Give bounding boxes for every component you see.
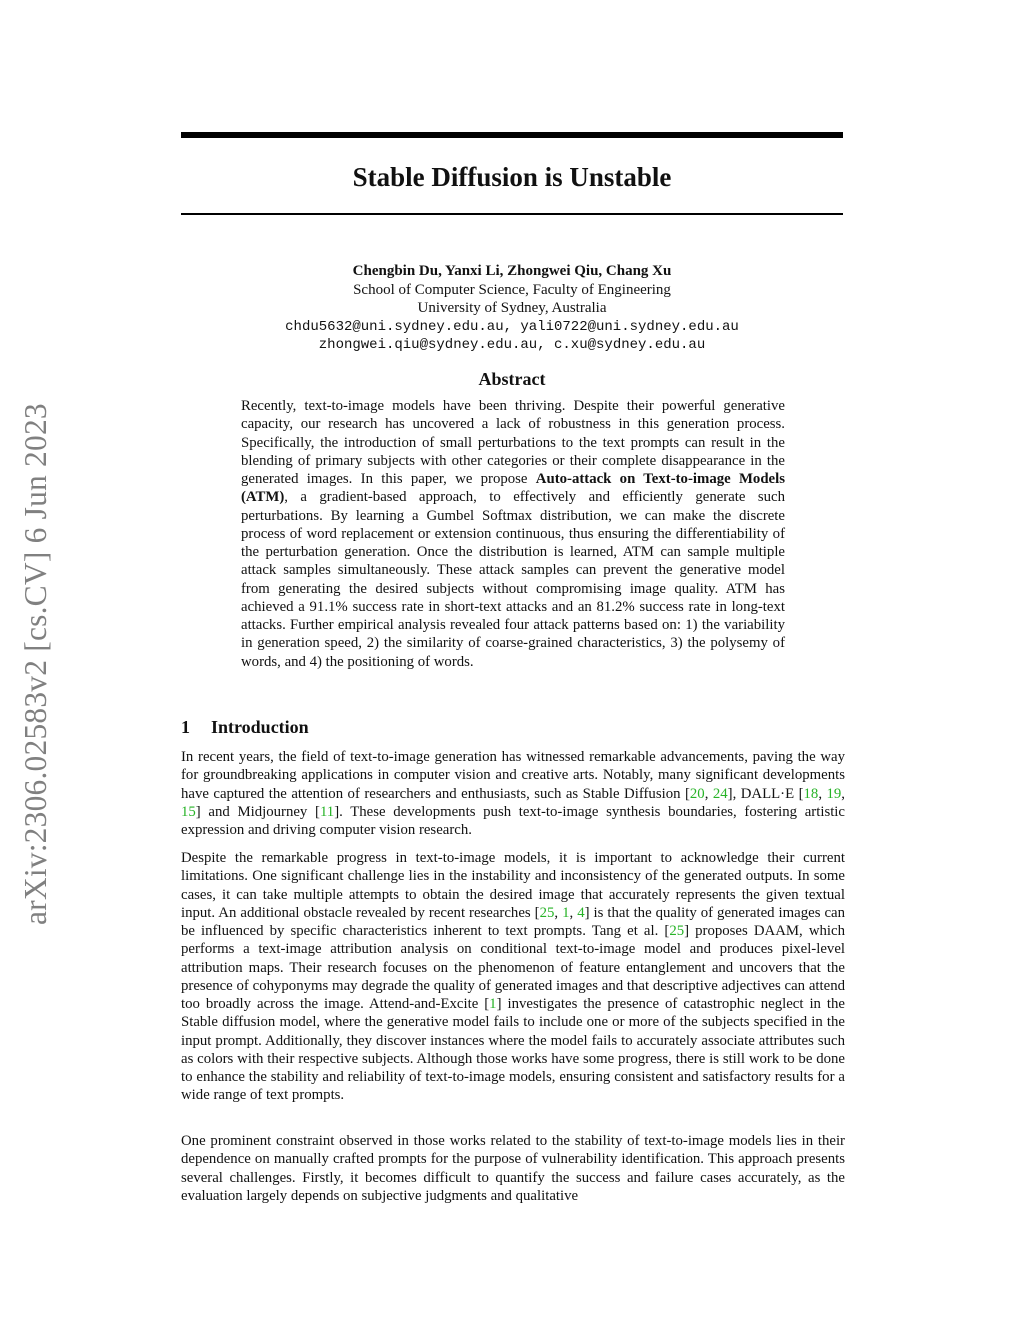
abstract-text	[241, 397, 785, 671]
abstract-method-name: Auto-attack on Text-to-image Models (ATM)	[241, 471, 785, 506]
paragraph-text: ,	[569, 904, 578, 921]
citation-link[interactable]: 4	[577, 904, 585, 921]
intro-paragraph-2	[181, 849, 845, 1105]
author-block	[181, 262, 843, 355]
paragraph-text: ] investigates the presence of catastrophic neglect in the Stable diffusion model, where the generative model fails to include one or more of the subjects specified in the input prompt. Additionally, they discover instances where the model fails to accurately associate attributes such as colors with their respective subjects. Although those works have some progress, there is still work to be done to enhance the stability and reliability of text-to-image models, ensuring consistent and satisfactory results for a wide range of text prompts.	[181, 996, 845, 1104]
paragraph-text: ,	[704, 785, 713, 802]
author-emails-line-2[interactable]: zhongwei.qiu@sydney.edu.au, c.xu@sydney.edu.au	[318, 337, 706, 354]
citation-link[interactable]: 11	[319, 803, 335, 820]
abstract-text-part-2: , a gradient-based approach, to effectively and efficiently generate such perturbations. By learning a Gumbel Softmax distribution, we can make the discrete process of word replacement or extension continuous, thus ensuring the differentiability of the perturbation generation. Once the distribution is learned, ATM can sample multiple attack samples simultaneously. These attack samples can prevent the generative model from generating the desired subjects without compromising image quality. ATM has achieved a 91.1% success rate in short-text attacks and an 81.2% success rate in long-text attacks. Further empirical analysis revealed four attack patterns based on: 1) the variability in generation speed, 2) the similarity of coarse-grained characteristics, 3) the polysemy of words, and 4) the positioning of words.	[241, 489, 785, 670]
paragraph-text: ], DALL·E [	[727, 785, 804, 802]
citation-link[interactable]: 20	[689, 785, 705, 802]
affiliation-line-2: University of Sydney, Australia	[417, 300, 607, 317]
citation-link[interactable]: 19	[826, 785, 842, 802]
intro-paragraph-1	[181, 748, 845, 839]
abstract-text-part-1: Recently, text-to-image models have been thriving. Despite their powerful generative capacity, our research has uncovered a lack of robustness in this generation process. Specifically, the introduction of small perturbations to the text prompts can result in the blending of primary subjects with other categories or their complete disappearance in the generated images. In this paper, we propose	[241, 398, 785, 487]
section-title: Introduction	[211, 717, 309, 737]
citation-link[interactable]: 25	[669, 923, 685, 939]
paragraph-text: ]. These developments push text-to-image synthesis boundaries, fostering artistic expression and driving computer vision research.	[181, 803, 845, 838]
citation-link[interactable]: 1	[562, 904, 570, 921]
paragraph-text: Despite the remarkable progress in text-to-image models, it is important to acknowledge their current limitations. One significant challenge lies in the instability and inconsistency of the generated outputs. In some cases, it can take multiple attempts to obtain the desired image that accurately represents the given textual input. An additional obstacle revealed by recent researches [	[181, 850, 845, 921]
abstract-heading: Abstract	[478, 369, 546, 389]
paragraph-text: ,	[841, 785, 845, 802]
citation-link[interactable]: 15	[181, 803, 196, 820]
citation-link[interactable]: 24	[712, 785, 728, 802]
title-bottom-rule	[181, 213, 843, 215]
author-emails-line-1[interactable]: chdu5632@uni.sydney.edu.au, yali0722@uni.sydney.edu.au	[285, 318, 739, 335]
paragraph-text: ] is that the quality of generated images can be influenced by specific characteristics inherent to text prompts. Tang et al. [	[181, 904, 845, 939]
paper-title: Stable Diffusion is Unstable	[352, 162, 672, 192]
title-top-rule	[181, 132, 843, 138]
paragraph-text: ] proposes DAAM, which performs a text-image attribution analysis on conditional text-to-image model and produces pixel-level attribution maps. Their research focuses on the phenomenon of feature entanglement and uncovers that the presence of cohyponyms may degrade the quality of generated images and that descriptive adjectives can attend too broadly across the image. Attend-and-Excite [	[181, 923, 845, 1012]
affiliation-line-1: School of Computer Science, Faculty of Engineering	[353, 281, 671, 298]
citation-link[interactable]: 25	[539, 904, 555, 921]
paragraph-text: In recent years, the field of text-to-image generation has witnessed remarkable advancements, paving the way for groundbreaking applications in computer vision and creative arts. Notably, many significant developments have captured the attention of researchers and enthusiasts, such as Stable Diffusion [	[181, 749, 845, 802]
citation-link[interactable]: 18	[803, 785, 819, 802]
citation-link[interactable]: 1	[489, 996, 497, 1012]
paragraph-text: ,	[554, 904, 563, 921]
section-heading-introduction	[181, 716, 843, 738]
author-names: Chengbin Du, Yanxi Li, Zhongwei Qiu, Chang Xu	[352, 263, 672, 279]
paragraph-text: One prominent constraint observed in those works related to the stability of text-to-image models lies in their dependence on manually crafted prompts for the purpose of vulnerability identification. This approach presents several challenges. Firstly, it becomes difficult to quantify the success and failure cases accurately, as the evaluation largely depends on subjective judgments and qualitative	[181, 1133, 845, 1204]
section-number: 1	[181, 717, 190, 737]
intro-paragraph-3	[181, 1132, 845, 1205]
paragraph-text: ,	[818, 785, 827, 802]
paragraph-text: ] and Midjourney [	[195, 803, 320, 820]
arxiv-identifier[interactable]: arXiv:2306.02583v2 [cs.CV] 6 Jun 2023	[18, 403, 53, 925]
